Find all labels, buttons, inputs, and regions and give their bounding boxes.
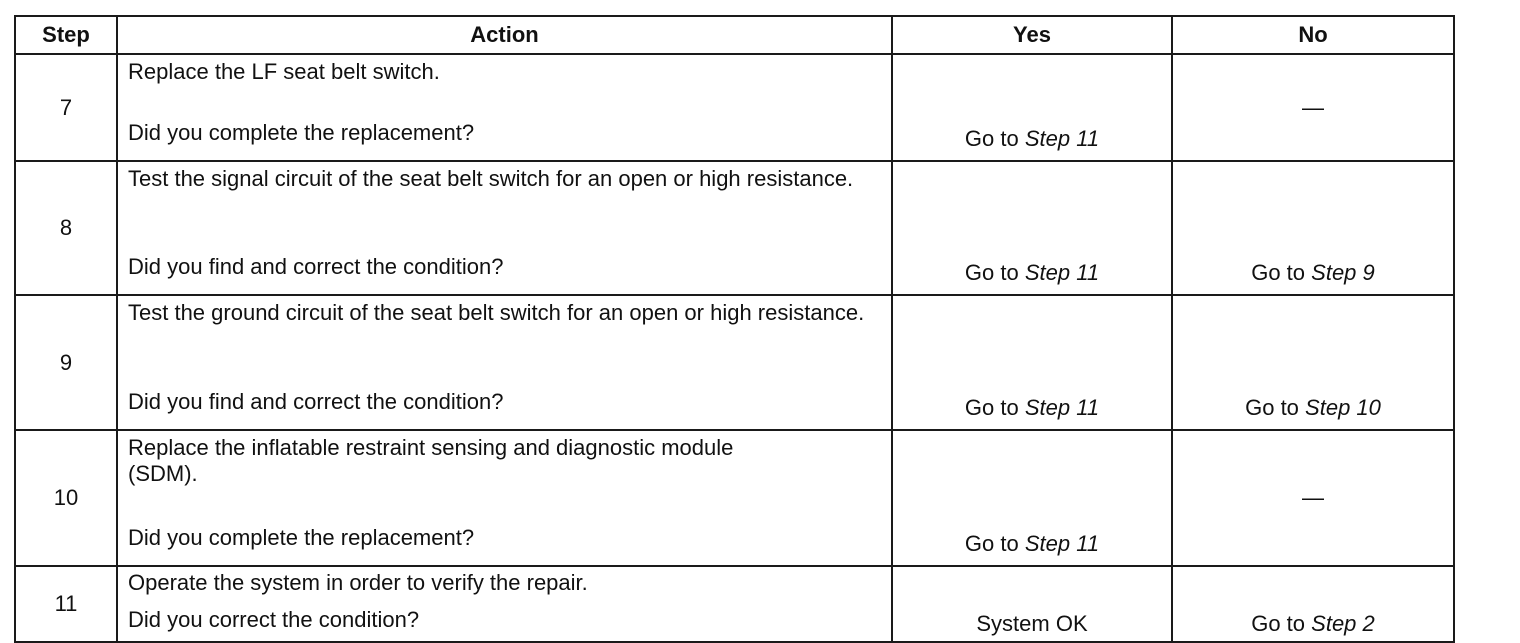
action-cell: [117, 161, 892, 295]
yes-goto-step: Step 11: [1024, 126, 1100, 151]
action-question: Did you find and correct the condition?: [128, 389, 504, 414]
no-cell: [1172, 161, 1454, 295]
yes-goto-prefix: Go to: [964, 126, 1019, 151]
yes-goto-prefix: Go to: [964, 531, 1019, 556]
action-question: Did you complete the replacement?: [128, 120, 475, 145]
yes-result-text: System OK: [976, 611, 1088, 636]
yes-goto-step: Step 11: [1024, 260, 1100, 285]
no-dash: —: [1302, 485, 1324, 510]
no-cell: [1172, 566, 1454, 642]
yes-cell: [892, 566, 1172, 642]
no-goto-step: Step 9: [1311, 260, 1375, 285]
action-instruction: Test the signal circuit of the seat belt switch for an open or high resistance.: [128, 166, 854, 191]
table-row: [15, 566, 1454, 642]
yes-cell: [892, 161, 1172, 295]
no-cell: [1172, 295, 1454, 430]
action-question: Did you complete the replacement?: [128, 525, 475, 550]
header-step: Step: [15, 16, 117, 54]
action-instruction: Replace the LF seat belt switch.: [128, 59, 440, 84]
table-row: [15, 54, 1454, 161]
yes-goto-prefix: Go to: [964, 260, 1019, 285]
no-goto-prefix: Go to: [1251, 260, 1306, 285]
no-dash: —: [1302, 94, 1324, 120]
yes-goto-prefix: Go to: [964, 395, 1019, 420]
yes-cell: [892, 430, 1172, 566]
no-goto-prefix: Go to: [1245, 395, 1299, 420]
header-yes: Yes: [892, 16, 1172, 54]
no-goto-prefix: Go to: [1251, 611, 1306, 636]
table-row: [15, 430, 1454, 566]
table-row: [15, 161, 1454, 295]
step-number: 9: [15, 295, 117, 430]
action-instruction: Operate the system in order to verify the repair.: [128, 570, 588, 595]
header-action: Action: [117, 16, 892, 54]
no-goto-step: Step 2: [1311, 611, 1375, 636]
no-cell: [1172, 430, 1454, 566]
action-cell: [117, 566, 892, 642]
action-cell: [117, 430, 892, 566]
no-cell: [1172, 54, 1454, 161]
step-number: 7: [15, 54, 117, 161]
step-number: 8: [15, 161, 117, 295]
action-cell: [117, 54, 892, 161]
action-question: Did you find and correct the condition?: [128, 254, 504, 279]
step-number: 10: [15, 430, 117, 566]
header-no: No: [1172, 16, 1454, 54]
yes-goto-step: Step 11: [1024, 531, 1100, 556]
action-cell: [117, 295, 892, 430]
yes-cell: [892, 295, 1172, 430]
action-question: Did you correct the condition?: [128, 607, 420, 632]
table-row: [15, 295, 1454, 430]
yes-goto-step: Step 11: [1024, 395, 1100, 420]
no-goto-step: Step 10: [1305, 395, 1381, 420]
action-instruction: Test the ground circuit of the seat belt switch for an open or high resistance.: [128, 300, 865, 325]
diagnostic-table: [14, 15, 1455, 643]
yes-cell: [892, 54, 1172, 161]
step-number: 11: [15, 566, 117, 642]
header-row: [15, 16, 1454, 54]
action-instruction: Replace the inflatable restraint sensing and diagnostic module (SDM).: [128, 435, 734, 486]
